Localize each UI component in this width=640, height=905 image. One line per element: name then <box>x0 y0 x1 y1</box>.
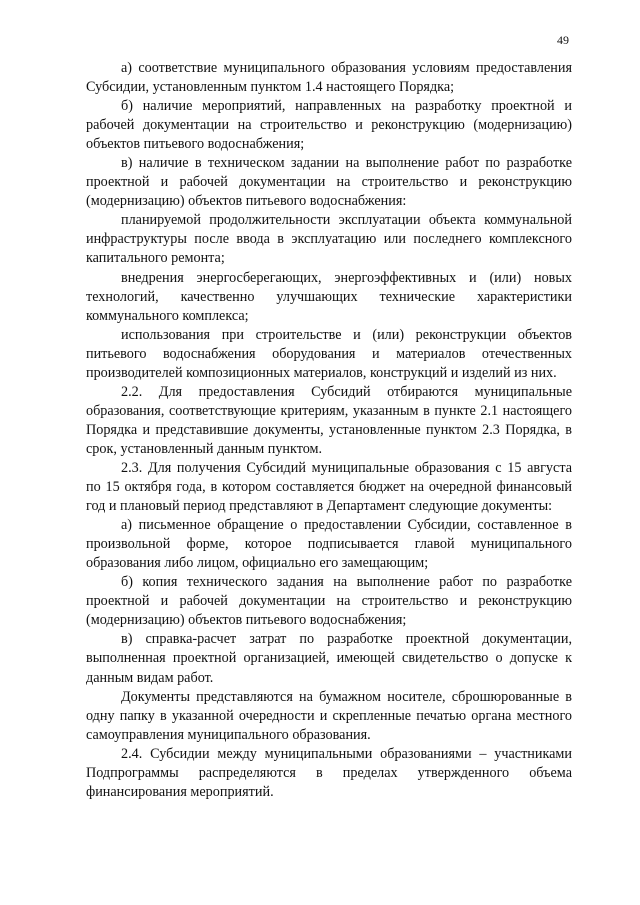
paragraph-document-a: а) письменное обращение о предоставлении Субсидии, составленное в произвольной форме, которое подписывается главой муниципального образования либо лицом, официально его замещающим; <box>86 517 572 572</box>
paragraph-criterion-c: в) наличие в техническом задании на выполнение работ по разработке проектной и рабочей документации на строительство и реконструкцию (модернизацию) объектов питьевого водоснабжения: <box>86 155 572 210</box>
paragraph-criterion-b: б) наличие мероприятий, направленных на разработку проектной и рабочей документации на строительство и реконструкцию (модернизацию) объектов питьевого водоснабжения; <box>86 98 572 153</box>
paragraph-domestic-materials: использования при строительстве и (или) реконструкции объектов питьевого водоснабжения оборудования и материалов отечественных производителей композиционных материалов, конструкций и изделий из них. <box>86 326 572 381</box>
page-number: 49 <box>557 33 569 47</box>
paragraph-paper-form: Документы представляются на бумажном носителе, сброшюрованные в одну папку в указанной очередности и скрепленные печатью органа местного самоуправления муниципального образования. <box>86 688 572 743</box>
paragraph-document-b: б) копия технического задания на выполнение работ по разработке проектной и рабочей документации на строительство и реконструкцию (модернизацию) объектов питьевого водоснабжения; <box>86 574 572 629</box>
paragraph-2-4: 2.4. Субсидии между муниципальными образованиями – участниками Подпрограммы распределяются в пределах утвержденного объема финансирования мероприятий. <box>86 745 572 800</box>
paragraph-energy-saving: внедрения энергосберегающих, энергоэффективных и (или) новых технологий, качественно улучшающих технические характеристики коммунального комплекса; <box>86 269 572 324</box>
paragraph-planned-duration: планируемой продолжительности эксплуатации объекта коммунальной инфраструктуры после ввода в эксплуатацию или последнего комплексного капитального ремонта; <box>86 212 572 267</box>
paragraph-document-c: в) справка-расчет затрат по разработке проектной документации, выполненная проектной организацией, имеющей свидетельство о допуске к данным видам работ. <box>86 631 572 686</box>
paragraph-2-2: 2.2. Для предоставления Субсидий отбираются муниципальные образования, соответствующие критериям, указанным в пункте 2.1 настоящего Порядка и представившие документы, установленные пунктом 2.3 Порядка, в срок, установленный данным пунктом. <box>86 383 572 457</box>
paragraph-criterion-a: а) соответствие муниципального образования условиям предоставления Субсидии, установленным пунктом 1.4 настоящего Порядка; <box>86 60 572 96</box>
document-body <box>86 59 572 802</box>
paragraph-2-3: 2.3. Для получения Субсидий муниципальные образования с 15 августа по 15 октября года, в котором составляется бюджет на очередной финансовый год и плановый период представляют в Департамент следующие документы: <box>86 459 572 515</box>
